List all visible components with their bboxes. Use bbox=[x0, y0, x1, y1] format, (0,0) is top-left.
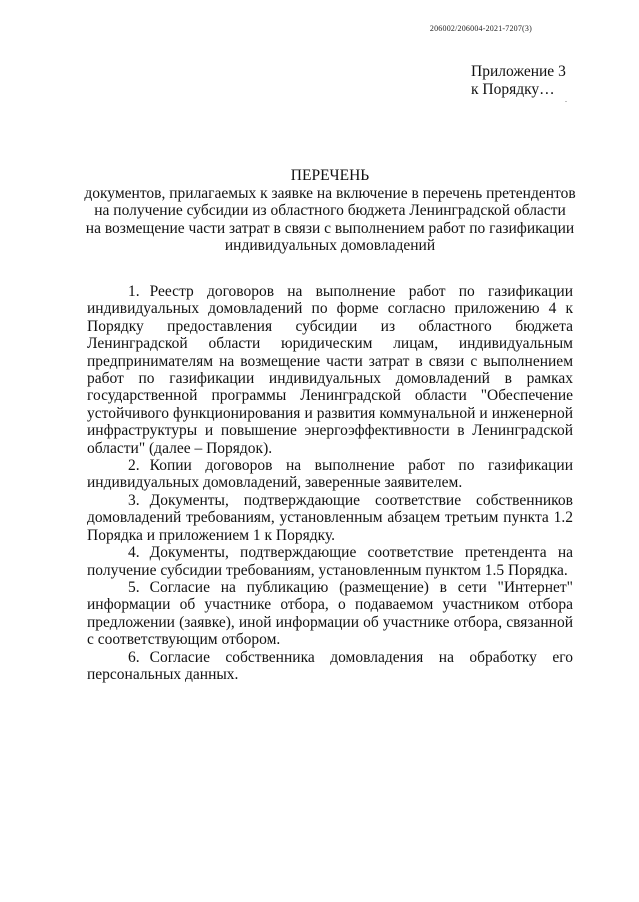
item-number: 2. bbox=[128, 457, 140, 475]
stray-mark: . bbox=[565, 95, 567, 104]
item-text: Реестр договоров на выполнение работ по газификации индивидуальных домовладений по форме согласно приложению 4 к Порядку предоставления субсидии из областного бюджета Ленинградской области юридическим лицам, индивидуальным предпринимателям на возмещение части затрат в связи с выполнением работ по газификации индивидуальных домовладений в рамках государственной программы Ленинградской области "Обеспечение устойчивого функционирования и развития коммунальной и инженерной инфраструктуры и повышение энергоэффективности в Ленинградской области" (далее – Порядок). bbox=[87, 283, 573, 457]
item-text: Документы, подтверждающие соответствие претендента на получение субсидии требованиям, установленным пунктом 1.5 Порядка. bbox=[87, 544, 573, 579]
title-heading: ПЕРЕЧЕНЬ bbox=[290, 167, 370, 184]
document-list bbox=[87, 283, 573, 683]
item-number: 6. bbox=[128, 648, 140, 666]
list-item bbox=[87, 579, 573, 649]
item-number: 1. bbox=[128, 283, 140, 300]
item-text: Документы, подтверждающие соответствие собственников домовладений требованиям, установленным абзацем третьим пункта 1.2 Порядка и приложением 1 к Порядку. bbox=[87, 491, 573, 544]
list-item bbox=[87, 283, 573, 457]
item-text: Копии договоров на выполнение работ по газификации индивидуальных домовладений, заверенные заявителем. bbox=[87, 457, 573, 492]
title-subtitle-line: на получение субсидии из областного бюджета Ленинградской области bbox=[94, 202, 566, 219]
title-subtitle-line: индивидуальных домовладений bbox=[224, 237, 436, 254]
list-item bbox=[87, 492, 573, 544]
document-title bbox=[60, 167, 600, 255]
item-text: Согласие собственника домовладения на обработку его персональных данных. bbox=[87, 648, 573, 683]
item-text: Согласие на публикацию (размещение) в сети "Интернет" информации об участнике отбора, о подаваемом участником отбора предложении (заявке), иной информации об участнике отбора, связанной с соответствующим отбором. bbox=[87, 578, 573, 649]
list-item bbox=[87, 649, 573, 684]
title-subtitle-line: на возмещение части затрат в связи с выполнением работ по газификации bbox=[85, 219, 575, 237]
item-number: 4. bbox=[128, 544, 140, 562]
appendix-number: Приложение 3 bbox=[471, 63, 566, 80]
title-subtitle-line: документов, прилагаемых к заявке на включение в перечень претендентов bbox=[84, 184, 576, 202]
item-number: 3. bbox=[128, 491, 140, 509]
item-number: 5. bbox=[128, 578, 140, 596]
list-item bbox=[87, 544, 573, 579]
appendix-reference bbox=[471, 63, 567, 104]
appendix-procedure-ref: к Порядку… bbox=[471, 81, 555, 98]
list-item bbox=[87, 457, 573, 492]
document-id: 206002/206004-2021-7207(3) bbox=[429, 24, 532, 33]
